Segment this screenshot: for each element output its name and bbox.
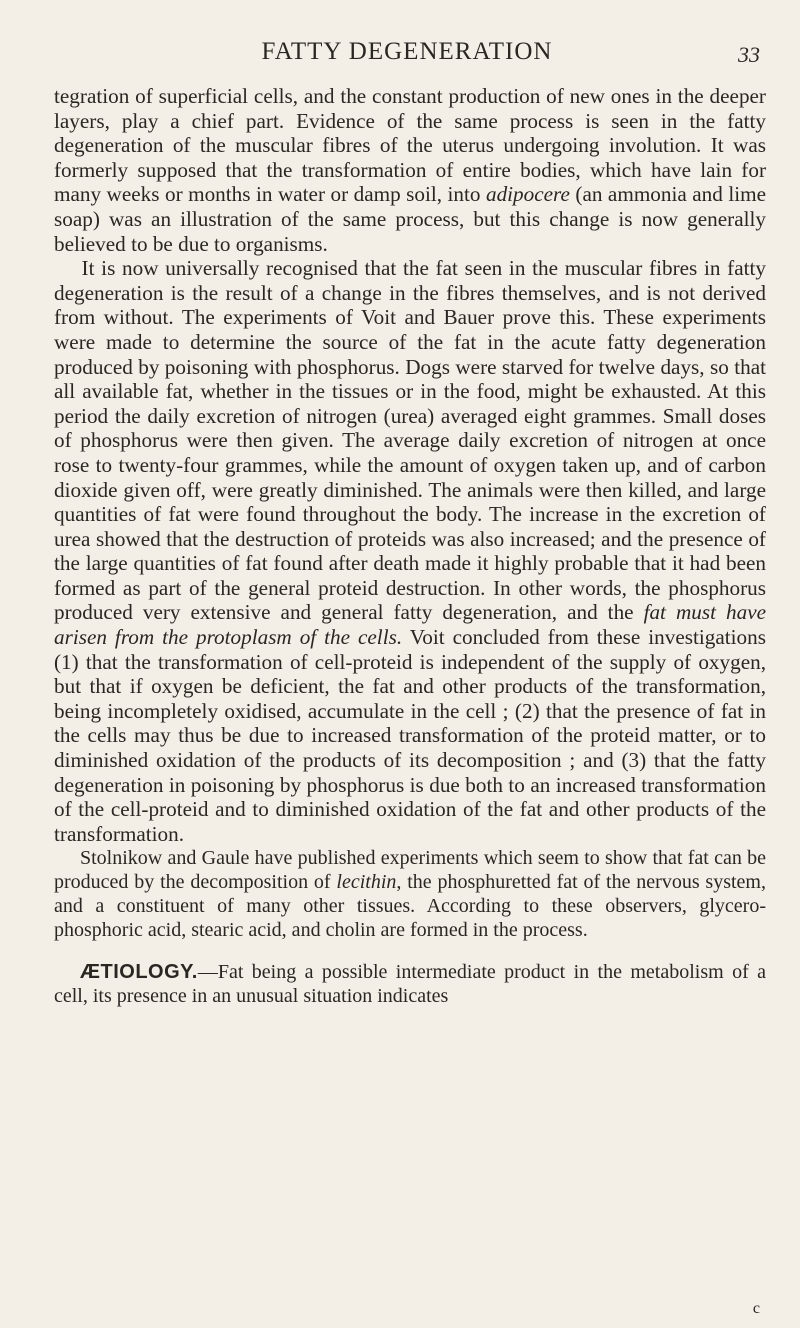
adipocere-term: adipocere xyxy=(485,182,570,207)
aetiology-text: —Fat being a possible intermediate product in the metabolism of a cell, its presence in an unusual situation indicates xyxy=(54,961,766,1008)
paragraph-2 xyxy=(54,256,766,846)
paragraph-2-emphasis: fat must have arisen from the protoplasm of the cells. xyxy=(54,600,766,650)
paragraph-3-end: , the phosphuretted fat of the nervous system, and a constituent of many other tissues. According to these observers, glycero-phosphoric acid, stearic acid, and cholin are formed in the process. xyxy=(54,871,766,942)
paragraph-1 xyxy=(54,84,766,256)
running-title: FATTY DEGENERATION xyxy=(261,38,553,65)
lecithin-term: lecithin xyxy=(336,871,397,894)
paragraph-1-end: (an ammonia and lime soap) was an illustration of the same process, but this change is now generally believed to be due to organisms. xyxy=(54,182,766,256)
paragraph-3-text: Stolnikow and Gaule have published experiments which seem to show that fat can be produced by the decomposition of xyxy=(54,847,766,894)
signature-mark: c xyxy=(752,1300,760,1317)
aetiology-paragraph xyxy=(54,960,766,1008)
paragraph-1-text: tegration of superficial cells, and the constant production of new ones in the deeper layers, play a chief part. Evidence of the same process is seen in the fatty degeneration of the muscular fibres of the uterus undergoing involution. It was formerly supposed that the transformation of entire bodies, which have lain for many weeks or months in water or damp soil, into xyxy=(54,84,766,207)
paragraph-2-end: Voit concluded from these investigations (1) that the transformation of cell-proteid is independent of the supply of oxygen, but that if oxygen be deficient, the fat and other products of the transformation, being incompletely oxidised, accumulate in the cell ; (2) that the presence of fat in the cells may thus be due to increased transformation of the proteid matter, or to diminished oxidation of the products of its decomposition ; and (3) that the fatty degeneration in poisoning by phosphorus is due both to an increased transformation of the cell-proteid and to diminished oxidation of the fat and other products of the transformation. xyxy=(54,625,766,846)
paragraph-2-text: It is now universally recognised that the fat seen in the muscular fibres in fatty degeneration is the result of a change in the fibres themselves, and is not derived from without. The experiments of Voit and Bauer prove this. These experiments were made to determine the source of the fat in the acute fatty degeneration produced by poisoning with phosphorus. Dogs were starved for twelve days, so that all available fat, whether in the tissues or in the food, might be exhausted. At this period the daily excretion of nitrogen (urea) averaged eight grammes. Small doses of phosphorus were then given. The average daily excretion of nitrogen at once rose to twenty-four grammes, while the amount of oxygen taken up, and of carbon dioxide given off, were greatly diminished. The animals were then killed, and large quantities of fat were found throughout the body. The increase in the excretion of urea showed that the destruction of proteids was also increased; and the presence of the large quantities of fat found after death made it highly probable that it had been formed as part of the general proteid destruction. In other words, the phosphorus produced very extensive and general fatty degeneration, and the xyxy=(54,256,766,625)
page-header xyxy=(54,34,760,74)
body-text xyxy=(54,84,766,1008)
aetiology-heading: ÆTIOLOGY. xyxy=(80,961,198,984)
page-number: 33 xyxy=(738,42,760,67)
paragraph-3 xyxy=(54,846,766,942)
